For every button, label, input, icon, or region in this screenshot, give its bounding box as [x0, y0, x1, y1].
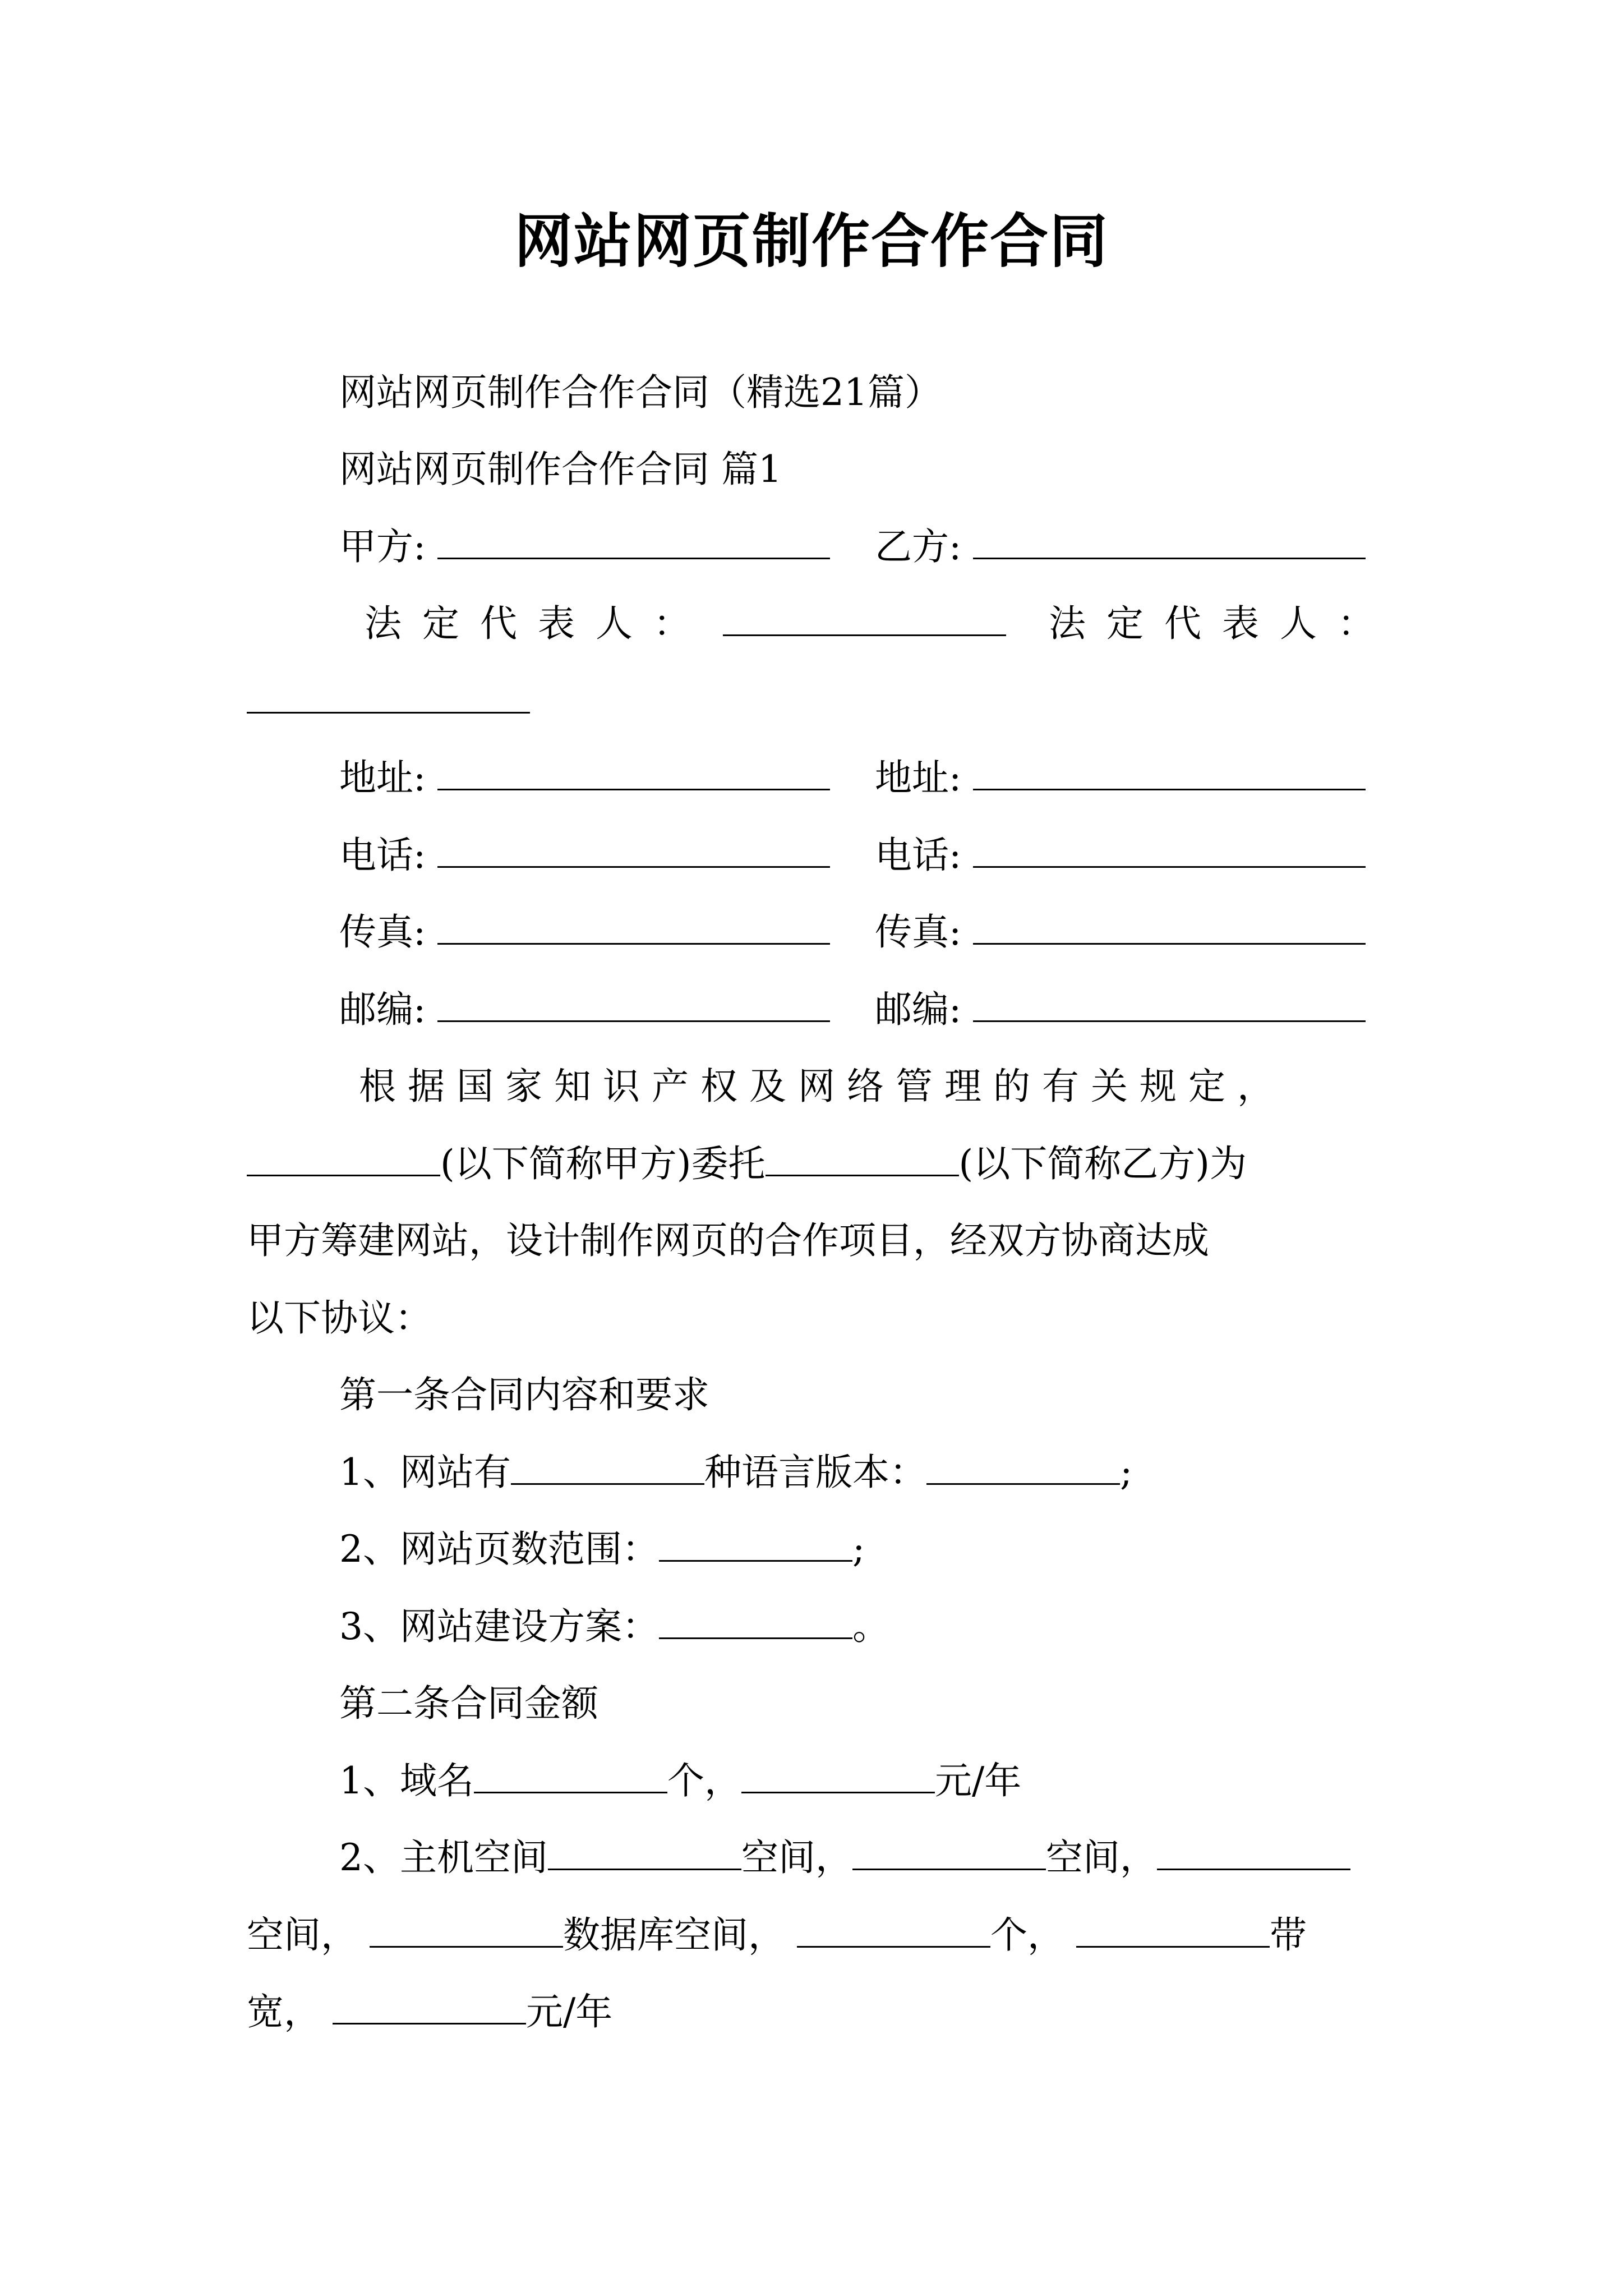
punct: ; — [1120, 1451, 1133, 1494]
address-a-blank[interactable] — [437, 754, 830, 790]
party-b-blank[interactable] — [973, 523, 1366, 559]
preamble-line-4: 以下协议： — [247, 1296, 432, 1340]
article-2-item-2a: 2、主机空间 — [339, 1836, 548, 1879]
party-b-name-blank[interactable] — [766, 1140, 959, 1176]
party-b-label: 乙方: — [875, 525, 962, 568]
article-2-item-1 — [339, 1753, 1385, 1809]
text: 元/年 — [525, 1990, 613, 2033]
article-1-item-2-label: 2、网站页数范围： — [339, 1527, 659, 1571]
legal-rep-b-label: 法定代表人： — [1049, 602, 1395, 645]
postcode-a-blank[interactable] — [437, 986, 830, 1022]
text: 个， — [990, 1913, 1064, 1957]
phone-a-blank[interactable] — [437, 831, 830, 868]
address-b-label: 地址: — [875, 756, 962, 799]
article-1-item-3 — [339, 1599, 1385, 1655]
language-version-blank[interactable] — [926, 1448, 1120, 1485]
punct: 。 — [852, 1605, 889, 1648]
postcode-b-blank[interactable] — [973, 986, 1366, 1022]
fax-b-label: 传真: — [875, 910, 962, 954]
fax-a-blank[interactable] — [437, 908, 830, 945]
db-count-blank[interactable] — [797, 1911, 990, 1948]
legal-rep-b-row — [247, 673, 1385, 729]
article-1-heading: 第一条合同内容和要求 — [339, 1373, 709, 1416]
host-price-blank[interactable] — [333, 1988, 526, 2024]
postcode-b-label: 邮编: — [875, 988, 962, 1031]
document-title: 网站网页制作合作合同 — [514, 206, 1109, 275]
article-2-item-2-cont — [247, 1907, 1385, 1963]
phone-row — [339, 827, 1385, 884]
text: 带 — [1269, 1913, 1307, 1957]
postcode-a-label: 邮编: — [339, 988, 426, 1031]
document-subtitle: 网站网页制作合作合同（精选21篇） — [339, 371, 942, 414]
host-space-blank-3[interactable] — [1157, 1834, 1350, 1870]
host-space-blank-1[interactable] — [548, 1834, 741, 1870]
domain-price-blank[interactable] — [741, 1757, 935, 1793]
article-2-item-2-end — [247, 1984, 1385, 2040]
postcode-row — [339, 982, 1385, 1038]
legal-rep-row — [365, 596, 1410, 652]
legal-rep-a-blank[interactable] — [723, 600, 1006, 636]
phone-b-blank[interactable] — [973, 831, 1366, 868]
party-a-blank[interactable] — [437, 523, 830, 559]
text: 空间， — [741, 1836, 852, 1879]
phone-a-label: 电话: — [339, 834, 426, 877]
article-2-item-1c: 元/年 — [935, 1759, 1022, 1802]
text: 宽， — [247, 1990, 321, 2033]
language-count-blank[interactable] — [511, 1448, 704, 1485]
punct: ; — [852, 1527, 865, 1571]
article-1-item-1 — [339, 1444, 1385, 1501]
text: 数据库空间， — [562, 1913, 785, 1957]
preamble-line-2b: (以下简称乙方)为 — [958, 1142, 1247, 1185]
preamble-line-3: 甲方筹建网站，设计制作网页的合作项目，经双方协商达成 — [247, 1219, 1209, 1262]
db-space-blank[interactable] — [370, 1911, 563, 1948]
article-2-item-1a: 1、域名 — [339, 1759, 474, 1802]
article-1-item-1b: 种语言版本： — [704, 1451, 926, 1494]
article-1-item-1a: 1、网站有 — [339, 1451, 511, 1494]
bandwidth-blank[interactable] — [1076, 1911, 1270, 1948]
article-1-item-2 — [339, 1521, 1385, 1577]
preamble-line-2a: (以下简称甲方)委托 — [440, 1142, 766, 1185]
article-2-item-1b: 个， — [667, 1759, 741, 1802]
build-plan-blank[interactable] — [659, 1603, 852, 1639]
address-a-label: 地址: — [339, 756, 426, 799]
preamble-line-2 — [247, 1136, 1385, 1192]
party-a-name-blank[interactable] — [247, 1140, 440, 1176]
text: 空间， — [247, 1913, 358, 1957]
fax-a-label: 传真: — [339, 910, 426, 954]
legal-rep-b-blank[interactable] — [247, 677, 530, 714]
page-range-blank[interactable] — [659, 1525, 852, 1562]
phone-b-label: 电话: — [875, 834, 962, 877]
party-a-label: 甲方: — [339, 525, 426, 568]
fax-row — [339, 904, 1385, 960]
fax-b-blank[interactable] — [973, 908, 1366, 945]
party-row — [339, 519, 1385, 575]
domain-count-blank[interactable] — [474, 1757, 667, 1793]
article-1-item-3-label: 3、网站建设方案： — [339, 1605, 659, 1648]
article-2-item-2 — [339, 1830, 1385, 1886]
legal-rep-a-label: 法定代表人： — [365, 602, 711, 645]
section-heading: 网站网页制作合作合同 篇1 — [339, 448, 782, 491]
address-b-blank[interactable] — [973, 754, 1366, 790]
address-row — [339, 750, 1385, 806]
article-2-heading: 第二条合同金额 — [339, 1682, 598, 1725]
host-space-blank-2[interactable] — [852, 1834, 1046, 1870]
text: 空间， — [1046, 1836, 1157, 1879]
preamble-line-1: 根据国家知识产权及网络管理的有关规定， — [359, 1065, 1286, 1108]
